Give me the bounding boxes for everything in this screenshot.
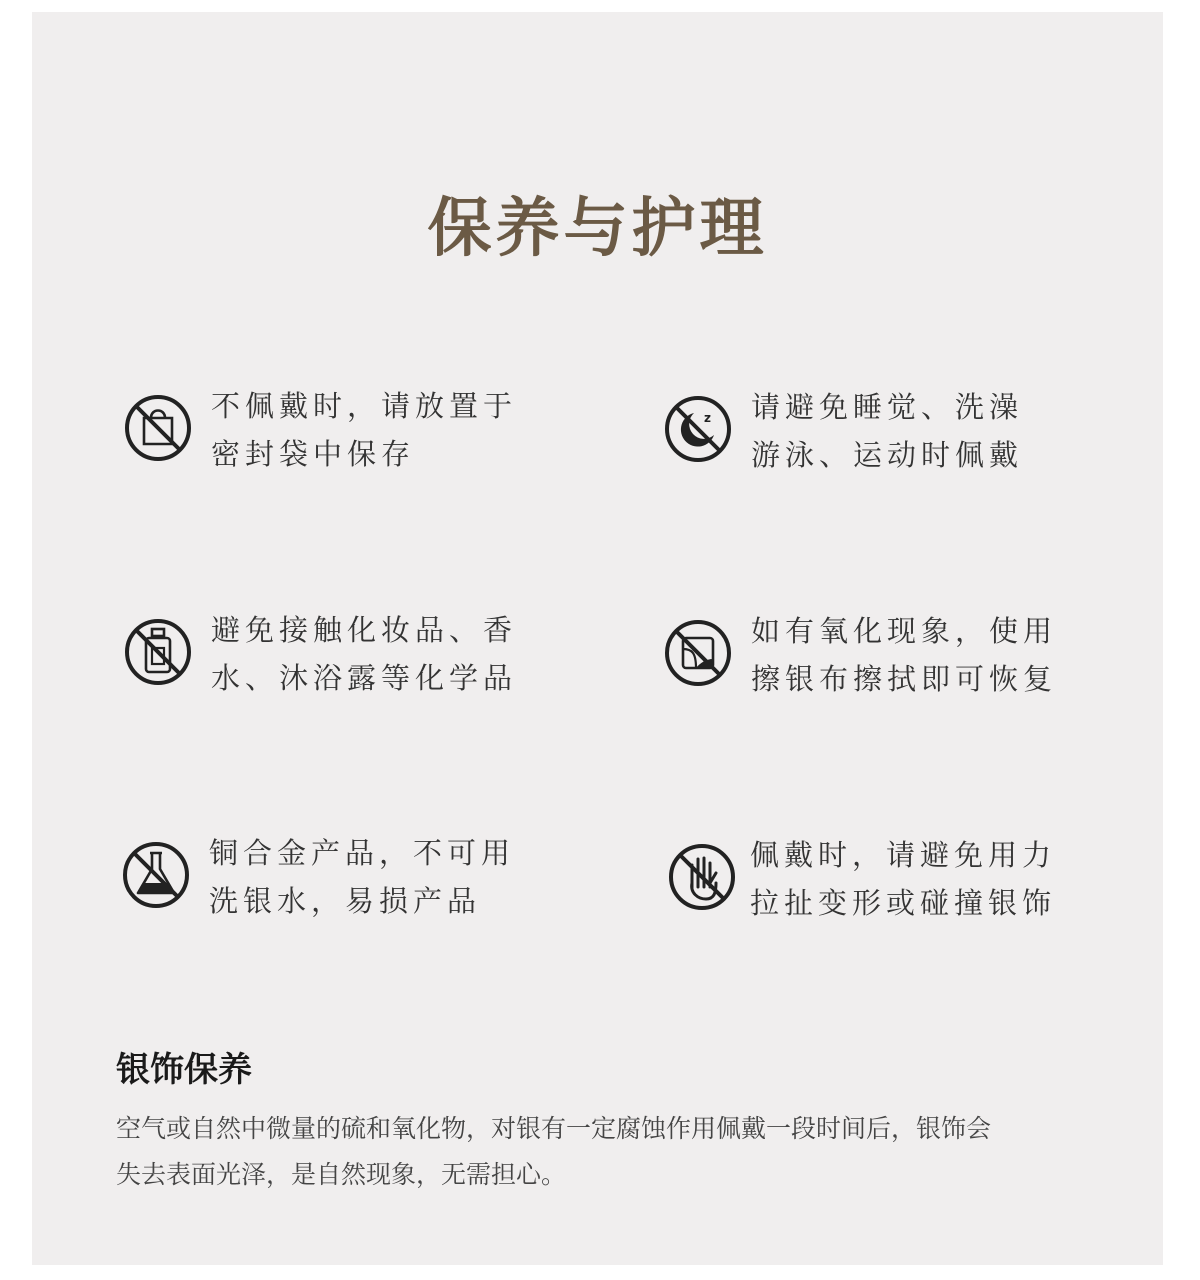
tip-text [750,831,1056,927]
chemical-flask-prohibited-icon [122,841,190,909]
tip-line: 拉扯变形或碰撞银饰 [750,886,1057,920]
tip-line: 如有氧化现象，使用 [751,614,1058,648]
tip-line: 佩戴时，请避免用力 [750,838,1057,872]
tip-line: 洗银水，易损产品 [209,884,482,918]
bag-prohibited-icon [124,394,192,462]
tip-line: 游泳、运动时佩戴 [751,438,1024,472]
tip-line: 密封袋中保存 [211,437,416,471]
silver-care-line: 失去表面光泽，是自然现象，无需担心。 [116,1160,567,1189]
cloth-prohibited-icon [664,619,732,687]
care-panel [32,12,1163,1265]
tip-text [211,606,517,702]
tip-line: 铜合金产品，不可用 [209,836,516,870]
tip-text [209,829,515,925]
tip-text [751,607,1057,703]
tip-line: 请避免睡觉、洗澡 [751,390,1024,424]
hand-prohibited-icon [668,843,736,911]
silver-care-body [116,1106,1116,1198]
tip-line: 擦银布擦拭即可恢复 [751,662,1058,696]
tip-line: 水、沐浴露等化学品 [211,661,518,695]
perfume-prohibited-icon [124,618,192,686]
sleep-prohibited-icon [664,395,732,463]
silver-care-line: 空气或自然中微量的硫和氧化物，对银有一定腐蚀作用佩戴一段时间后，银饰会 [116,1114,992,1143]
tip-line: 避免接触化妆品、香 [211,613,518,647]
svg-text:z: z [704,411,711,425]
silver-care-heading: 银饰保养 [116,1050,252,1090]
tip-text [751,383,1023,479]
tip-text [211,382,517,478]
tip-line: 不佩戴时，请放置于 [211,389,518,423]
page-title: 保养与护理 [427,192,768,266]
